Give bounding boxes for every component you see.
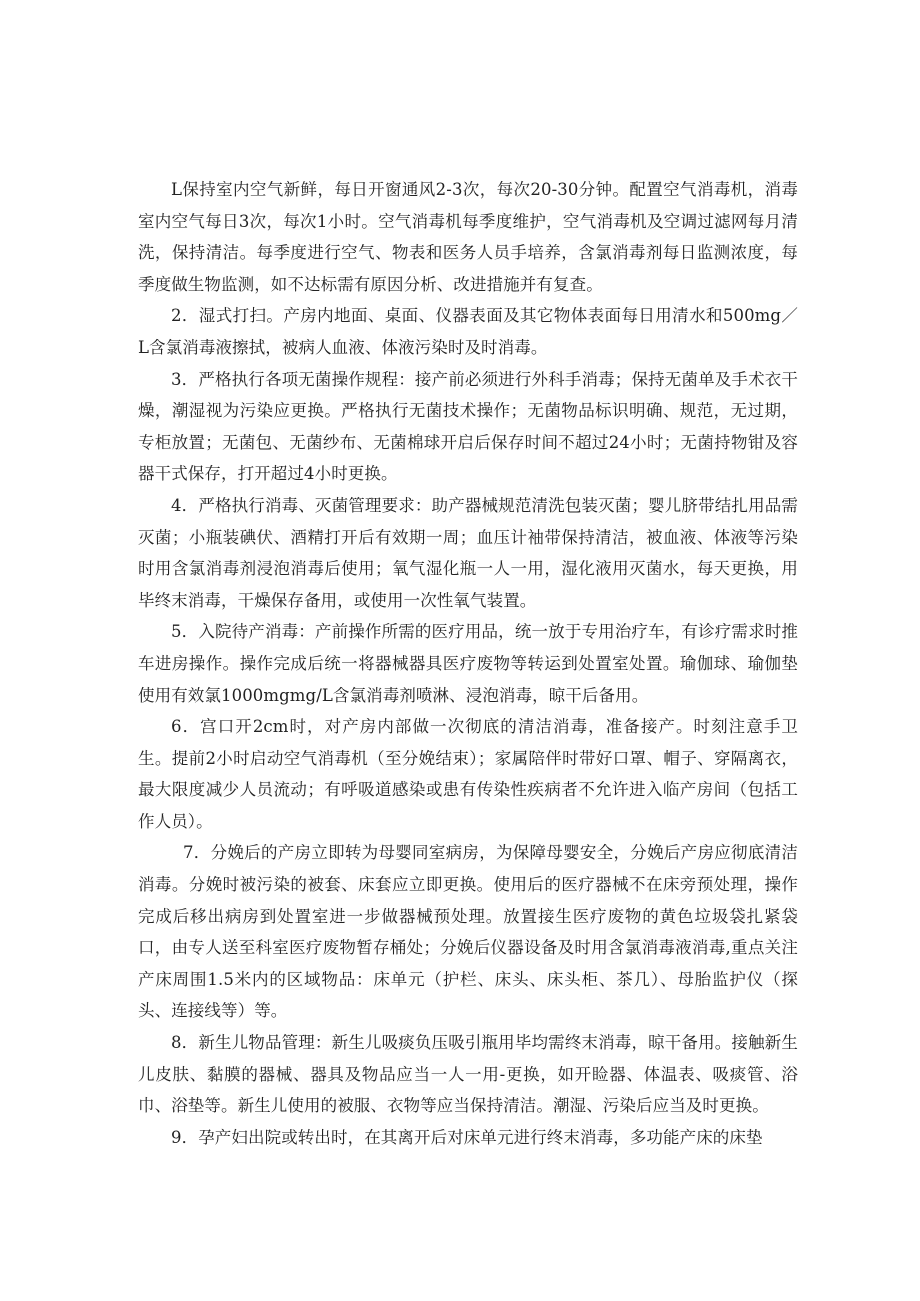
paragraph-7-postpartum-room: 7．分娩后的产房立即转为母婴同室病房，为保障母婴安全，分娩后产房应彻底清洁消毒。分娩时被污染的被套、床套应立即更换。使用后的医疗器械不在床旁预处理，操作完成后移出病房到处置室进一步做器械预处理。放置接生医疗废物的黄色垃圾袋扎紧袋口，由专人送至科室医疗废物暂存桶处；分娩后仪器设备及时用含氯消毒液消毒,重点关注产床周围1.5米内的区域物品：床单元（护栏、床头、床头柜、茶几）、母胎监护仪（探头、连接线等）等。 (138, 843, 798, 1021)
paragraph-1-air-disinfection: L保持室内空气新鲜，每日开窗通风2-3次，每次20-30分钟。配置空气消毒机，消毒室内空气每日3次，每次1小时。空气消毒机每季度维护，空气消毒机及空调过滤网每月清洗，保持清洁。每季度进行空气、物表和医务人员手培养，含氯消毒剂每日监测浓度，每季度做生物监测，如不达标需有原因分析、改进措施并有复查。 (138, 180, 798, 294)
paragraph-3-aseptic-procedures: 3．严格执行各项无菌操作规程：接产前必须进行外科手消毒；保持无菌单及手术衣干燥，潮湿视为污染应更换。严格执行无菌技术操作；无菌物品标识明确、规范，无过期，专柜放置；无菌包、无菌纱布、无菌棉球开启后保存时间不超过24小时；无菌持物钳及容器干式保存，打开超过4小时更换。 (138, 369, 798, 484)
paragraph-5-admission-disinfection: 5．入院待产消毒：产前操作所需的医疗用品，统一放于专用治疗车，有诊疗需求时推车进房操作。操作完成后统一将器械器具医疗废物等转运到处置室处置。瑜伽球、瑜伽垫使用有效氯1000mgmg/L含氯消毒剂喷淋、浸泡消毒，晾干后备用。 (138, 622, 798, 705)
paragraph-9-discharge-terminal-disinfection: 9．孕产妇出院或转出时，在其离开后对床单元进行终末消毒，多功能产床的床垫 (171, 1127, 763, 1147)
paragraph-4-sterilization-requirements: 4．严格执行消毒、灭菌管理要求：助产器械规范清洗包装灭菌；婴儿脐带结扎用品需灭菌；小瓶装碘伏、酒精打开后有效期一周；血压计袖带保持清洁，被血液、体液等污染时用含氯消毒剂浸泡消毒后使用；氧气湿化瓶一人一用，湿化液用灭菌水，每天更换，用毕终末消毒，干燥保存备用，或使用一次性氧气装置。 (138, 495, 798, 610)
paragraph-8-newborn-items: 8．新生儿物品管理：新生儿吸痰负压吸引瓶用毕均需终末消毒，晾干备用。接触新生儿皮肤、黏膜的器械、器具及物品应当一人一用-更换，如开睑器、体温表、吸痰管、浴巾、浴垫等。新生儿使用的被服、衣物等应当保持清洁。潮湿、污染后应当及时更换。 (138, 1033, 798, 1116)
paragraph-6-cervix-dilation-cleaning: 6．宫口开2cm时，对产房内部做一次彻底的清洁消毒，准备接产。时刻注意手卫生。提前2小时启动空气消毒机（至分娩结束）；家属陪伴时带好口罩、帽子、穿隔离衣，最大限度减少人员流动；有呼吸道感染或患有传染性疾病者不允许进入临产房间（包括工作人员）。 (138, 717, 798, 831)
document-body (138, 174, 798, 1153)
paragraph-2-wet-cleaning: 2．湿式打扫。产房内地面、桌面、仪器表面及其它物体表面每日用清水和500mg／L含氯消毒液擦拭，被病人血液、体液污染时及时消毒。 (138, 306, 798, 357)
